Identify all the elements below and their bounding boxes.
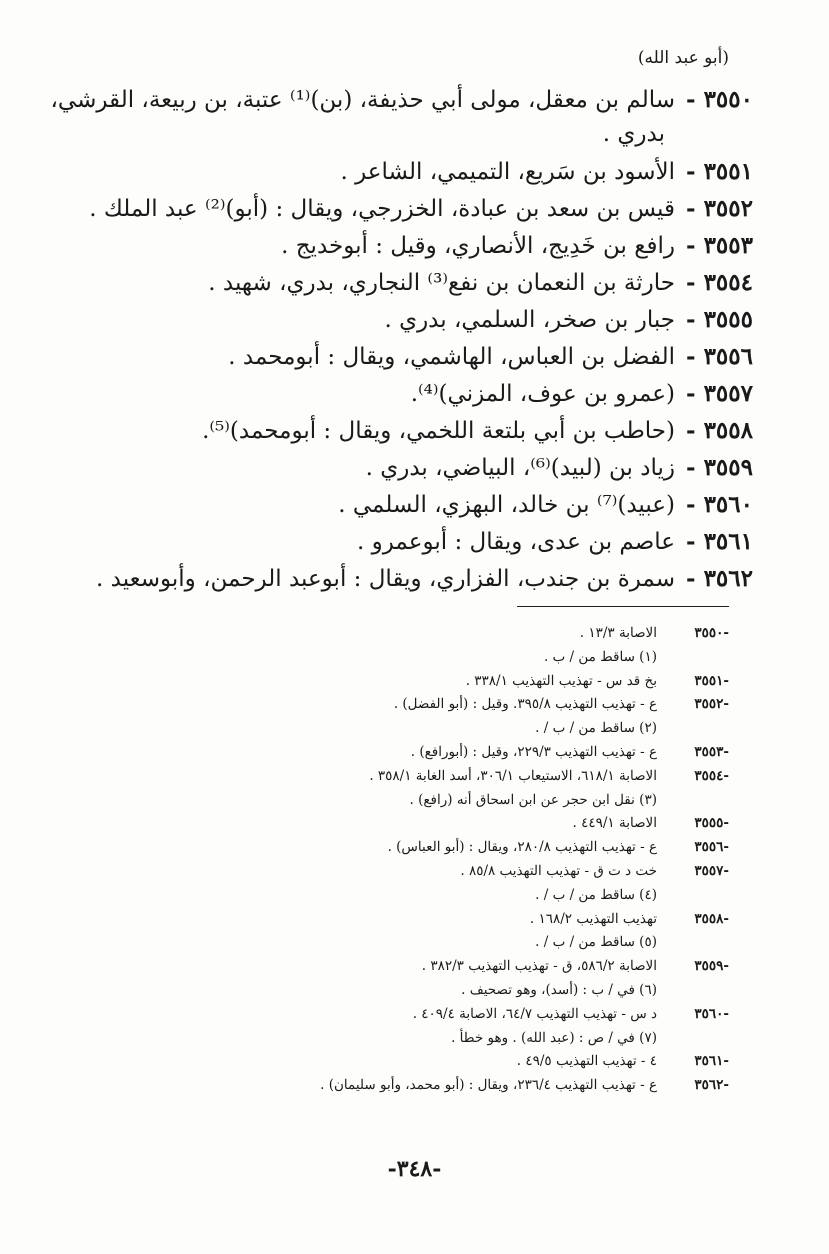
note-text: الاصابة ٦١٨/١، الاستيعاب ٣٠٦/١، أسد الغابة ٣٥٨/١ . [369,767,657,784]
entry-text: زياد بن (لبيد)⁽⁶⁾، البياضي، بدري . [365,455,675,481]
footnotes-list [89,622,729,1098]
entry-3557 [63,380,753,417]
note-text: تهذيب التهذيب ١٦٨/٢ . [529,910,657,927]
entry-text: (حاطب بن أبي بلتعة اللخمي، ويقال : أبومحمد)⁽⁵⁾. [202,418,675,444]
note-number: -٣٥٦١ [694,1053,729,1070]
entry-3551 [63,158,753,195]
note-number: -٣٥٥٩ [694,958,729,975]
note-3560 [89,1003,729,1027]
note-3559 [89,955,729,979]
entry-3555 [63,306,753,343]
page-number: -٣٤٨- [387,1156,442,1182]
note-number: -٣٥٦٠ [694,1005,729,1022]
entry-3559 [63,454,753,491]
note-number: -٣٥٥١ [694,672,729,689]
note-3556 [89,836,729,860]
running-header: (أبو عبد الله) [637,48,729,68]
note-3557 [89,860,729,884]
note-text: ع - تهذيب التهذيب ٢٨٠/٨، ويقال : (أبو العباس) . [387,839,657,856]
note-3551 [89,670,729,694]
entry-number: ٣٥٥٣ - [686,232,753,259]
note-text: (٥) ساقط من / ب / . [535,934,657,951]
note-text: (٤) ساقط من / ب / . [535,886,657,903]
entry-text: سالم بن معقل، مولى أبي حذيفة، (بن)⁽¹⁾ عتبة، بن ربيعة، القرشي، [50,87,675,113]
note-3561 [89,1050,729,1074]
entry-3558 [63,417,753,454]
note-text: ع - تهذيب التهذيب ٢٣٦/٤، ويقال : (أبو محمد، وأبو سليمان) . [320,1077,657,1094]
entry-number: ٣٥٥٥ - [686,306,753,333]
note-number: -٣٥٥٥ [694,815,729,832]
note-3554 [89,765,729,789]
footnote-1 [89,646,729,670]
entry-text: (عمرو بن عوف، المزني)⁽⁴⁾. [410,381,675,407]
entry-number: ٣٥٦٠ - [686,491,753,518]
entry-3552 [63,195,753,232]
entry-3553 [63,232,753,269]
note-number: -٣٥٥٧ [694,862,729,879]
note-text: الاصابة ٥٨٦/٢، ق - تهذيب التهذيب ٣٨٢/٣ . [421,958,657,975]
note-text: الاصابة ٤٤٩/١ . [572,815,657,832]
note-text: (٧) في / ص : (عبد الله) . وهو خطأ . [451,1029,657,1046]
footnote-4 [89,884,729,908]
note-text: ع - تهذيب التهذيب ٣٩٥/٨. وقيل : (أبو الفضل) . [393,696,657,713]
entry-text: بدري . [602,121,665,147]
entry-text: حارثة بن النعمان بن نفع⁽³⁾ النجاري، بدري، شهيد . [208,270,675,296]
entries-list [50,86,753,602]
note-text: ع - تهذيب التهذيب ٢٢٩/٣، وقيل : (أبورافع) . [410,743,657,760]
entry-text: الفضل بن العباس، الهاشمي، ويقال : أبومحمد . [228,344,675,370]
entry-number: ٣٥٥٦ - [686,343,753,370]
note-text: خت د ت ق - تهذيب التهذيب ٨٥/٨ . [460,862,657,879]
note-text: ٤ - تهذيب التهذيب ٤٩/٥ . [516,1053,657,1070]
note-text: الاصابة ١٣/٣ . [579,625,657,641]
entry-3554 [63,269,753,306]
entry-number: ٣٥٦٢ - [686,565,753,592]
entry-number: ٣٥٥٠ - [686,86,753,113]
entry-3556 [63,343,753,380]
entry-number: ٣٥٥٧ - [686,380,753,407]
note-number: -٣٥٥٢ [694,696,729,713]
entry-3550 [50,86,753,123]
entry-3561 [63,528,753,565]
note-number: -٣٥٥٠ [694,625,729,641]
note-text: د س - تهذيب التهذيب ٦٤/٧، الاصابة ٤٠٩/٤ . [412,1005,657,1022]
footnote-6 [89,979,729,1003]
entry-text: رافع بن خَدِيج، الأنصاري، وقيل : أبوخديج . [281,233,675,259]
footnote-3 [89,789,729,813]
note-3552 [89,693,729,717]
note-number: -٣٥٥٨ [694,910,729,927]
entry-text: سمرة بن جندب، الفزاري، ويقال : أبوعبد الرحمن، وأبوسعيد . [96,566,675,592]
note-number: -٣٥٥٤ [694,767,729,784]
entry-number: ٣٥٥٨ - [686,417,753,444]
note-text: (٢) ساقط من / ب / . [535,720,657,737]
note-text: (١) ساقط من / ب . [543,648,657,665]
entry-3562 [63,565,753,602]
entry-text: جبار بن صخر، السلمي، بدري . [384,307,675,333]
entry-text: (عبيد)⁽⁷⁾ بن خالد، البهزي، السلمي . [338,492,675,518]
footnote-5 [89,931,729,955]
note-3555 [89,812,729,836]
footnote-7 [89,1027,729,1051]
entry-3550-continued [63,121,753,158]
footnote-2 [89,717,729,741]
entry-number: ٣٥٥٩ - [686,454,753,481]
entry-text: عاصم بن عدى، ويقال : أبوعمرو . [357,529,675,555]
entry-text: قيس بن سعد بن عبادة، الخزرجي، ويقال : (أبو)⁽²⁾ عبد الملك . [89,196,675,222]
entry-3560 [63,491,753,528]
note-3558 [89,908,729,932]
note-number: -٣٥٦٢ [694,1077,729,1094]
note-3562 [89,1074,729,1098]
entry-number: ٣٥٦١ - [686,528,753,555]
note-text: (٣) نقل ابن حجر عن ابن اسحاق أنه (رافع) . [409,791,657,808]
note-3553 [89,741,729,765]
entry-number: ٣٥٥١ - [686,158,753,185]
entry-text: الأسود بن سَريع، التميمي، الشاعر . [340,159,675,185]
note-text: بخ قد س - تهذيب التهذيب ٣٣٨/١ . [465,672,657,689]
entry-number: ٣٥٥٢ - [686,195,753,222]
note-text: (٦) في / ب : (أسد)، وهو تصحيف . [461,981,657,998]
footnote-divider [517,606,729,607]
note-3550 [89,622,729,646]
note-number: -٣٥٥٣ [694,743,729,760]
note-number: -٣٥٥٦ [694,839,729,856]
entry-number: ٣٥٥٤ - [686,269,753,296]
